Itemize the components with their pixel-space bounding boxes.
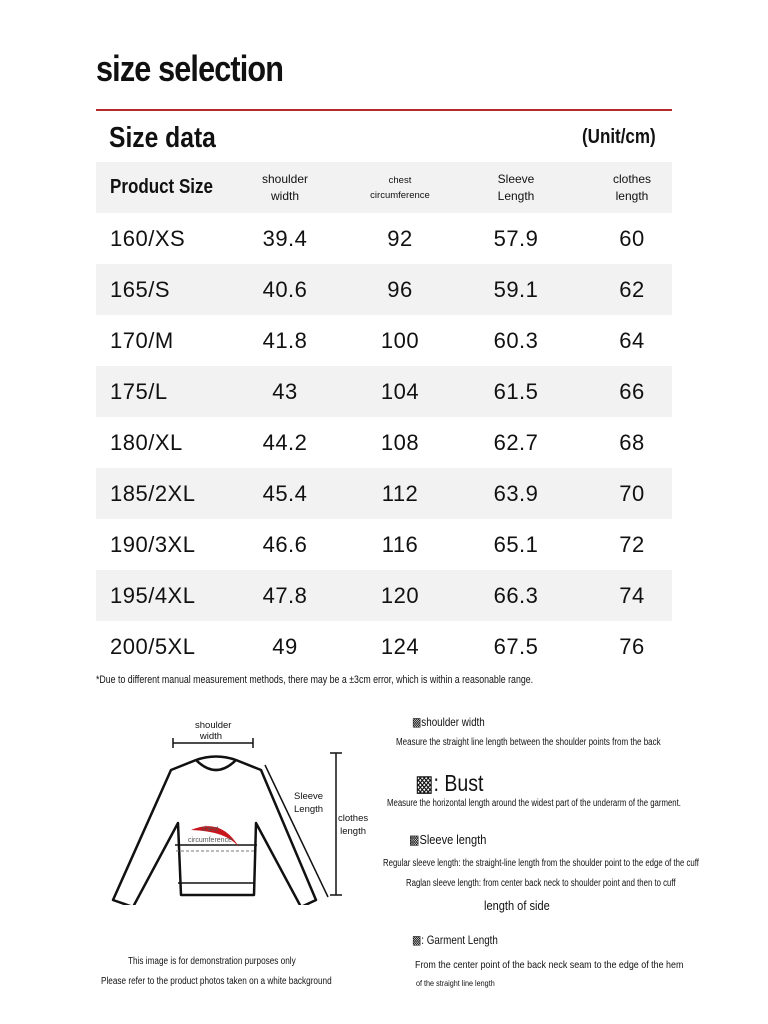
- label-clothes-length: [338, 812, 368, 838]
- value-cell: 76: [619, 633, 645, 659]
- value-cell: 60.3: [493, 327, 539, 353]
- def-side-title: length of side: [484, 898, 550, 913]
- label-line: length: [340, 826, 366, 837]
- size-cell: 160/XS: [110, 225, 186, 251]
- value-cell: 60: [619, 225, 645, 251]
- value-cell: 66: [619, 378, 645, 404]
- label-line: width: [199, 731, 223, 742]
- value-cell: 112: [381, 480, 419, 506]
- def-title-text: : Bust: [433, 770, 484, 796]
- header-line: Length: [497, 188, 535, 203]
- value-cell: 62.7: [493, 429, 539, 455]
- header-chest: [370, 173, 430, 203]
- value-cell: 74: [619, 582, 645, 608]
- value-cell: 61.5: [493, 378, 539, 404]
- size-cell: 195/4XL: [110, 582, 196, 608]
- value-cell: 116: [381, 531, 419, 557]
- size-cell: 175/L: [110, 378, 168, 404]
- label-line: Sleeve: [294, 791, 324, 802]
- value-cell: 49: [272, 633, 298, 659]
- table-row: [96, 264, 672, 315]
- def-sleeve-title: [409, 832, 486, 848]
- label-sleeve-length: [294, 790, 323, 816]
- value-cell: 39.4: [262, 225, 308, 251]
- value-cell: 70: [619, 480, 645, 506]
- table-row: [96, 570, 672, 621]
- value-cell: 92: [387, 225, 413, 251]
- collar-icon: [196, 760, 236, 770]
- def-garment-desc-2: of the straight line length: [416, 978, 495, 988]
- size-table: [96, 162, 672, 672]
- def-title-text: Sleeve length: [419, 832, 487, 847]
- page-title: size selection: [96, 48, 284, 89]
- def-sleeve-desc-regular: Regular sleeve length: the straight-line length from the shoulder point to the edge of the cuff: [383, 858, 699, 869]
- def-garment-title: [412, 933, 498, 947]
- label-line: chest: [201, 826, 219, 833]
- def-shoulder-title: [412, 715, 485, 729]
- def-title-text: shoulder width: [421, 715, 485, 729]
- value-cell: 65.1: [493, 531, 539, 557]
- header-line: clothes: [612, 171, 652, 186]
- table-row: [96, 366, 672, 417]
- header-line: Sleeve: [497, 171, 535, 186]
- header-line: chest: [388, 174, 412, 186]
- value-cell: 44.2: [262, 429, 308, 455]
- value-cell: 40.6: [262, 276, 308, 302]
- table-row: [96, 519, 672, 570]
- value-cell: 120: [380, 582, 420, 608]
- label-line: circumference: [188, 837, 232, 844]
- missing-glyph-icon: ▩: [412, 715, 422, 729]
- value-cell: 43: [272, 378, 298, 404]
- value-cell: 46.6: [262, 531, 308, 557]
- value-cell: 100: [380, 327, 420, 353]
- header-clothes-length: [613, 171, 651, 205]
- value-cell: 59.1: [493, 276, 539, 302]
- header-product-size: Product Size: [110, 176, 213, 198]
- value-cell: 124: [380, 633, 420, 659]
- value-cell: 63.9: [493, 480, 539, 506]
- value-cell: 64: [619, 327, 645, 353]
- size-cell: 170/M: [110, 327, 174, 353]
- label-line: shoulder: [195, 720, 232, 731]
- missing-glyph-icon: ▩: [415, 770, 434, 796]
- header-line: shoulder: [261, 171, 309, 186]
- table-row: [96, 213, 672, 264]
- size-cell: 200/5XL: [110, 633, 196, 659]
- divider: [96, 109, 672, 111]
- value-cell: 57.9: [493, 225, 539, 251]
- footnote: *Due to different manual measurement methods, there may be a ±3cm error, which is within a reasonable range.: [96, 674, 534, 686]
- def-shoulder-desc: Measure the straight line length between the shoulder points from the back: [396, 737, 661, 748]
- value-cell: 47.8: [262, 582, 308, 608]
- table-header: [96, 162, 672, 213]
- size-cell: 185/2XL: [110, 480, 196, 506]
- table-row: [96, 468, 672, 519]
- size-cell: 180/XL: [110, 429, 183, 455]
- value-cell: 108: [380, 429, 420, 455]
- def-sleeve-desc-raglan: Raglan sleeve length: from center back neck to shoulder point and then to cuff: [406, 878, 676, 889]
- value-cell: 104: [380, 378, 420, 404]
- caption-demo: This image is for demonstration purposes only: [128, 956, 296, 967]
- def-title-text: : Garment Length: [421, 933, 498, 947]
- value-cell: 72: [619, 531, 645, 557]
- header-line: width: [270, 188, 299, 203]
- header-sleeve-length: [498, 171, 535, 205]
- value-cell: 62: [619, 276, 645, 302]
- caption-refer: Please refer to the product photos taken on a white background: [101, 976, 332, 987]
- value-cell: 67.5: [493, 633, 539, 659]
- value-cell: 68: [619, 429, 645, 455]
- value-cell: 41.8: [262, 327, 308, 353]
- def-bust-title: [415, 770, 483, 797]
- def-garment-desc: From the center point of the back neck seam to the edge of the hem: [415, 959, 684, 971]
- table-row: [96, 417, 672, 468]
- missing-glyph-icon: ▩: [409, 832, 420, 847]
- size-cell: 165/S: [110, 276, 170, 302]
- label-chest: [188, 824, 232, 846]
- unit-label: (Unit/cm): [582, 126, 656, 148]
- value-cell: 66.3: [493, 582, 539, 608]
- missing-glyph-icon: ▩: [412, 933, 422, 947]
- section-title: Size data: [109, 122, 216, 154]
- size-cell: 190/3XL: [110, 531, 196, 557]
- header-line: length: [615, 188, 649, 203]
- header-line: circumference: [370, 189, 430, 201]
- table-row: [96, 621, 672, 672]
- value-cell: 45.4: [262, 480, 308, 506]
- label-shoulder-width: [195, 720, 232, 742]
- table-row: [96, 315, 672, 366]
- value-cell: 96: [387, 276, 413, 302]
- label-line: Length: [294, 804, 324, 815]
- label-line: clothes: [338, 813, 369, 824]
- header-shoulder-width: [262, 171, 308, 205]
- def-bust-desc: Measure the horizontal length around the widest part of the underarm of the garment.: [387, 798, 681, 809]
